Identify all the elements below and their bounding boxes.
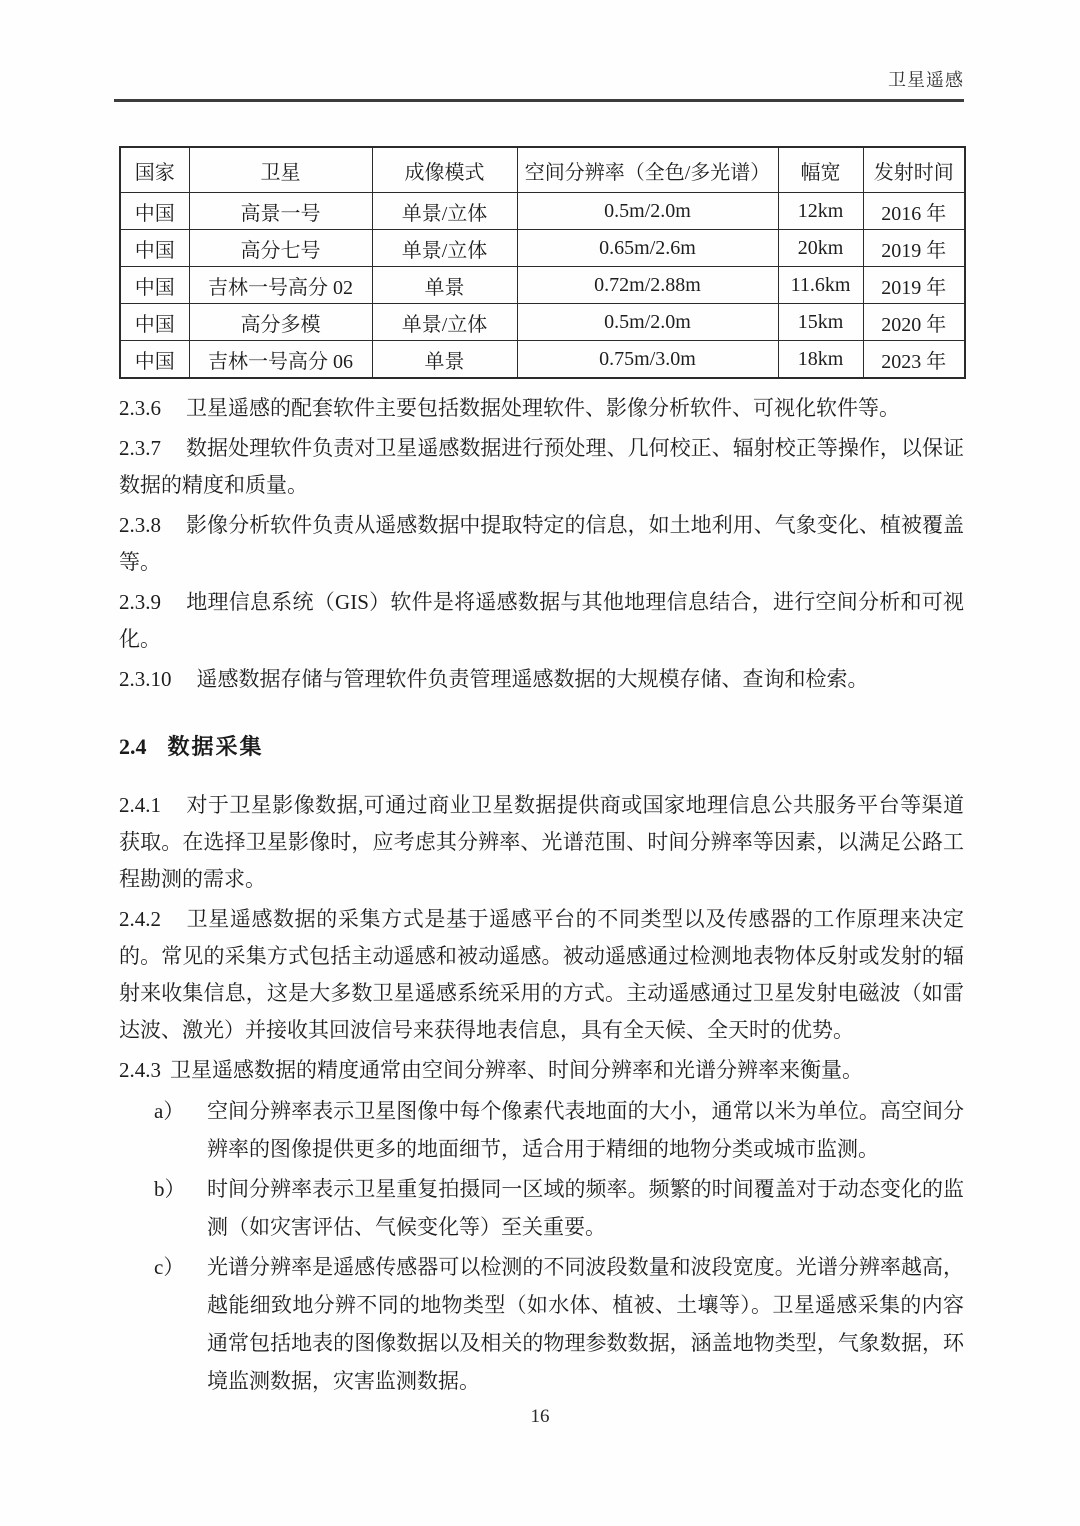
clause-2-3-9 <box>119 584 964 658</box>
list-item-b <box>119 1170 964 1246</box>
cell-satellite: 吉林一号高分 02 <box>189 267 372 304</box>
cell-swath: 11.6km <box>778 267 863 304</box>
page-footer <box>0 1406 1080 1428</box>
cell-imaging-mode: 单景 <box>372 341 517 379</box>
clause-2-3-10 <box>119 661 964 698</box>
clause-text: 卫星遥感数据的采集方式是基于遥感平台的不同类型以及传感器的工作原理来决定的。常见的采集方式包括主动遥感和被动遥感。被动遥感通过检测地表物体反射或发射的辐射来收集信息，这是大多数卫星遥感系统采用的方式。主动遥感通过卫星发射电磁波（如雷达波、激光）并接收其回波信号来获得地表信息，具有全天候、全天时的优势。 <box>119 907 964 1042</box>
section-number: 2.4 <box>119 734 147 759</box>
clause-number: 2.4.1 <box>119 793 161 817</box>
clause-text: 卫星遥感数据的精度通常由空间分辨率、时间分辨率和光谱分辨率来衡量。 <box>170 1058 863 1082</box>
clause-text: 遥感数据存储与管理软件负责管理遥感数据的大规模存储、查询和检索。 <box>196 667 869 691</box>
cell-launch-time: 2016 年 <box>863 193 965 230</box>
col-header-resolution: 空间分辨率（全色/多光谱） <box>517 147 778 193</box>
cell-country: 中国 <box>120 193 189 230</box>
cell-country: 中国 <box>120 341 189 379</box>
cell-resolution: 0.65m/2.6m <box>517 230 778 267</box>
cell-launch-time: 2019 年 <box>863 230 965 267</box>
cell-imaging-mode: 单景 <box>372 267 517 304</box>
table-row <box>120 193 965 230</box>
cell-resolution: 0.75m/3.0m <box>517 341 778 379</box>
clause-text: 卫星遥感的配套软件主要包括数据处理软件、影像分析软件、可视化软件等。 <box>186 396 900 420</box>
table-header-row <box>120 147 965 193</box>
clause-text: 对于卫星影像数据,可通过商业卫星数据提供商或国家地理信息公共服务平台等渠道获取。在选择卫星影像时，应考虑其分辨率、光谱范围、时间分辨率等因素，以满足公路工程勘测的需求。 <box>119 793 964 891</box>
cell-swath: 20km <box>778 230 863 267</box>
list-item-c <box>119 1248 964 1400</box>
cell-country: 中国 <box>120 304 189 341</box>
clause-text: 数据处理软件负责对卫星遥感数据进行预处理、几何校正、辐射校正等操作，以保证数据的精度和质量。 <box>119 436 964 497</box>
page-number: 16 <box>530 1406 550 1427</box>
clause-2-4-3 <box>119 1052 964 1089</box>
clause-2-3-7 <box>119 430 964 504</box>
table-row <box>120 341 965 379</box>
list-item-text: 光谱分辨率是遥感传感器可以检测的不同波段数量和波段宽度。光谱分辨率越高，越能细致地分辨不同的地物类型（如水体、植被、土壤等）。卫星遥感采集的内容通常包括地表的图像数据以及相关的物理参数数据，涵盖地物类型，气象数据，环境监测数据，灾害监测数据。 <box>207 1255 964 1393</box>
clause-text: 影像分析软件负责从遥感数据中提取特定的信息，如土地利用、气象变化、植被覆盖等。 <box>119 513 964 574</box>
clause-number: 2.3.7 <box>119 436 161 460</box>
list-marker: c） <box>154 1255 185 1279</box>
cell-resolution: 0.5m/2.0m <box>517 193 778 230</box>
cell-imaging-mode: 单景/立体 <box>372 304 517 341</box>
clause-2-3-6 <box>119 390 964 427</box>
clause-2-4-1 <box>119 787 964 898</box>
cell-resolution: 0.72m/2.88m <box>517 267 778 304</box>
table-row <box>120 230 965 267</box>
cell-resolution: 0.5m/2.0m <box>517 304 778 341</box>
cell-swath: 12km <box>778 193 863 230</box>
col-header-satellite: 卫星 <box>189 147 372 193</box>
table-row <box>120 304 965 341</box>
cell-satellite: 高景一号 <box>189 193 372 230</box>
clause-number: 2.4.2 <box>119 907 161 931</box>
cell-satellite: 吉林一号高分 06 <box>189 341 372 379</box>
cell-swath: 15km <box>778 304 863 341</box>
clause-number: 2.3.6 <box>119 396 161 420</box>
clause-2-4-2 <box>119 901 964 1049</box>
resolution-list <box>119 1092 964 1400</box>
clause-text: 地理信息系统（GIS）软件是将遥感数据与其他地理信息结合，进行空间分析和可视化。 <box>119 590 964 651</box>
cell-launch-time: 2019 年 <box>863 267 965 304</box>
col-header-country: 国家 <box>120 147 189 193</box>
list-marker: a） <box>154 1099 185 1123</box>
section-title: 数据采集 <box>167 734 264 759</box>
clause-number: 2.4.3 <box>119 1058 161 1082</box>
col-header-swath: 幅宽 <box>778 147 863 193</box>
cell-imaging-mode: 单景/立体 <box>372 193 517 230</box>
clause-2-3-8 <box>119 507 964 581</box>
cell-imaging-mode: 单景/立体 <box>372 230 517 267</box>
list-marker: b） <box>154 1177 186 1201</box>
cell-satellite: 高分多模 <box>189 304 372 341</box>
clause-number: 2.3.8 <box>119 513 161 537</box>
list-item-a <box>119 1092 964 1168</box>
cell-country: 中国 <box>120 267 189 304</box>
list-item-text: 空间分辨率表示卫星图像中每个像素代表地面的大小，通常以米为单位。高空间分辨率的图像提供更多的地面细节，适合用于精细的地物分类或城市监测。 <box>207 1099 964 1161</box>
satellite-table <box>119 146 966 379</box>
cell-country: 中国 <box>120 230 189 267</box>
list-item-text: 时间分辨率表示卫星重复拍摄同一区域的频率。频繁的时间覆盖对于动态变化的监测（如灾害评估、气候变化等）至关重要。 <box>207 1177 964 1239</box>
cell-swath: 18km <box>778 341 863 379</box>
clause-number: 2.3.9 <box>119 590 161 614</box>
col-header-launch-time: 发射时间 <box>863 147 965 193</box>
cell-launch-time: 2020 年 <box>863 304 965 341</box>
section-2-4-paragraphs <box>119 787 964 1089</box>
clause-number: 2.3.10 <box>119 667 172 691</box>
running-header-title: 卫星遥感 <box>888 70 964 90</box>
table-row <box>120 267 965 304</box>
cell-launch-time: 2023 年 <box>863 341 965 379</box>
col-header-imaging-mode: 成像模式 <box>372 147 517 193</box>
clause-paragraphs <box>119 390 964 698</box>
cell-satellite: 高分七号 <box>189 230 372 267</box>
running-header <box>114 66 964 102</box>
page-content <box>119 146 964 1402</box>
section-heading-2-4 <box>119 730 964 761</box>
